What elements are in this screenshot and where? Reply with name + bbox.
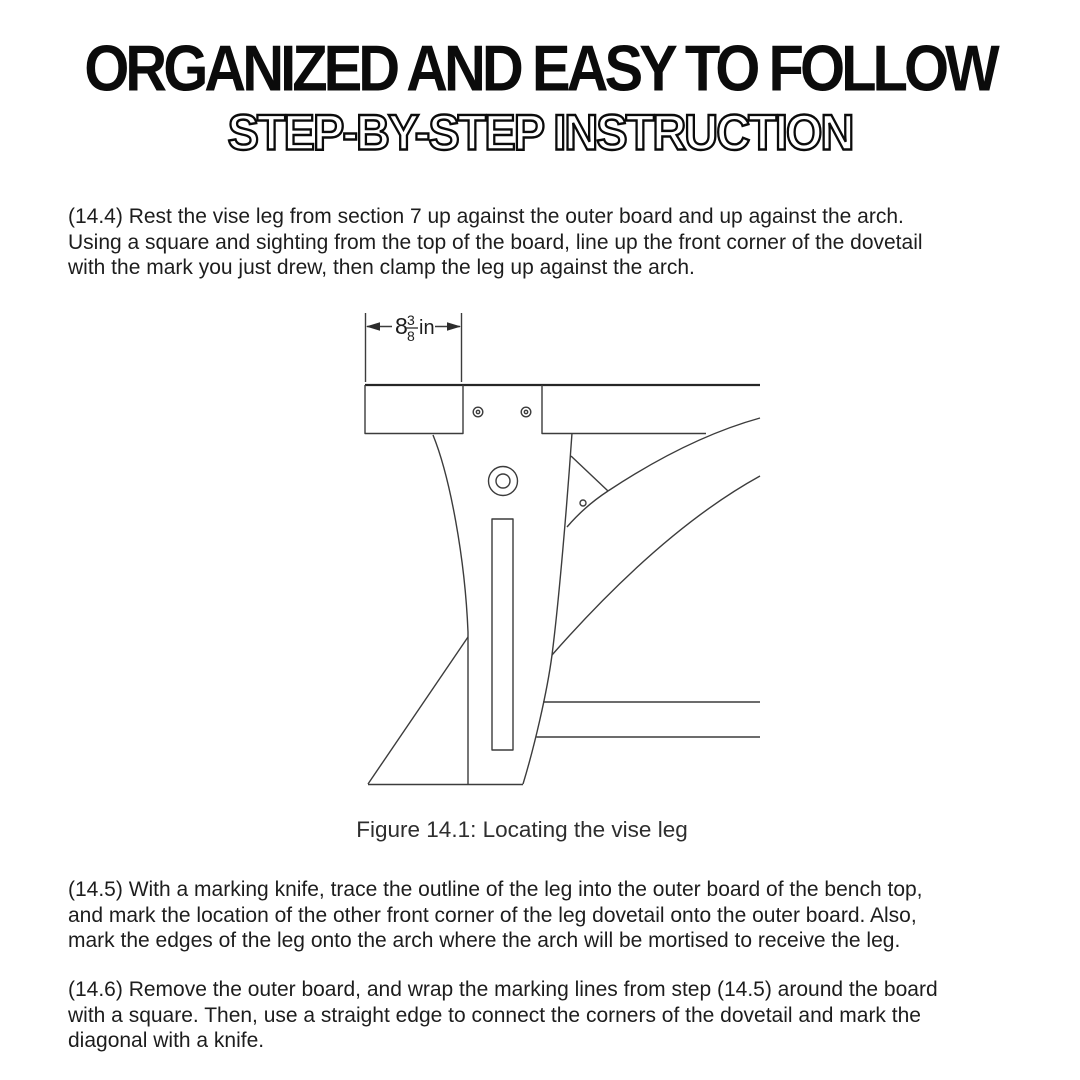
- text-line: with a square. Then, use a straight edge to connect the corners of the dovetail and mark the: [68, 1003, 921, 1027]
- screw-hole-right: [521, 407, 531, 417]
- dimension-annotation: [366, 312, 462, 382]
- vise-leg: [368, 433, 572, 785]
- bench-board-right: [542, 385, 706, 434]
- bench-top: [365, 385, 760, 434]
- arch-tip-edge: [571, 456, 608, 491]
- arch-upper-curve: [608, 418, 760, 491]
- text-line: (14.5) With a marking knife, trace the outline of the leg into the outer board of the bench top,: [68, 878, 923, 901]
- bolt-hole: [489, 467, 518, 496]
- text-line: Using a square and sighting from the top of the board, line up the front corner of the dovetail: [68, 230, 923, 254]
- page-title: ORGANIZED AND EASY TO FOLLOW: [84, 32, 996, 105]
- vise-leg-diagram: [340, 300, 780, 800]
- text-line: (14.6) Remove the outer board, and wrap the marking lines from step (14.5) around the board: [68, 978, 938, 1001]
- dimension-arrow-right-icon: [447, 322, 461, 330]
- text-line: (14.4) Rest the vise leg from section 7 up against the outer board and up against the arch.: [68, 205, 904, 228]
- text-line: mark the edges of the leg onto the arch where the arch will be mortised to receive the leg.: [68, 929, 901, 953]
- leg-foot-diagonal: [368, 637, 468, 784]
- dimension-fraction-numerator: 3: [407, 312, 415, 328]
- instruction-step-14-6: [68, 977, 1028, 1054]
- arch-screw-hole: [580, 500, 586, 506]
- outer-board-left: [365, 385, 463, 434]
- arch-inner-curve: [567, 491, 608, 527]
- text-line: with the mark you just drew, then clamp the leg up against the arch.: [68, 256, 695, 280]
- leg-front-edge: [433, 435, 468, 784]
- text-line: and mark the location of the other front corner of the leg dovetail onto the outer board. Also,: [68, 903, 917, 927]
- dimension-arrow-left-icon: [366, 322, 380, 330]
- screw-hole-left: [473, 407, 483, 417]
- instruction-step-14-5: [68, 877, 1028, 954]
- text-line: diagonal with a knife.: [68, 1029, 265, 1053]
- stretcher-rail: [537, 702, 761, 737]
- arch: [552, 418, 760, 655]
- dimension-unit: in: [419, 317, 435, 339]
- figure-caption: Figure 14.1: Locating the vise leg: [356, 817, 688, 842]
- dimension-whole-number: 8: [395, 313, 408, 339]
- instruction-step-14-4: [68, 204, 1028, 281]
- leg-back-edge: [523, 433, 572, 784]
- dimension-fraction-denominator: 8: [407, 328, 415, 344]
- leg-slot: [492, 519, 513, 750]
- figure-14-1-drawing: [340, 300, 780, 800]
- page-subtitle: STEP-BY-STEP INSTRUCTION: [227, 104, 853, 161]
- arch-lower-curve: [552, 476, 760, 655]
